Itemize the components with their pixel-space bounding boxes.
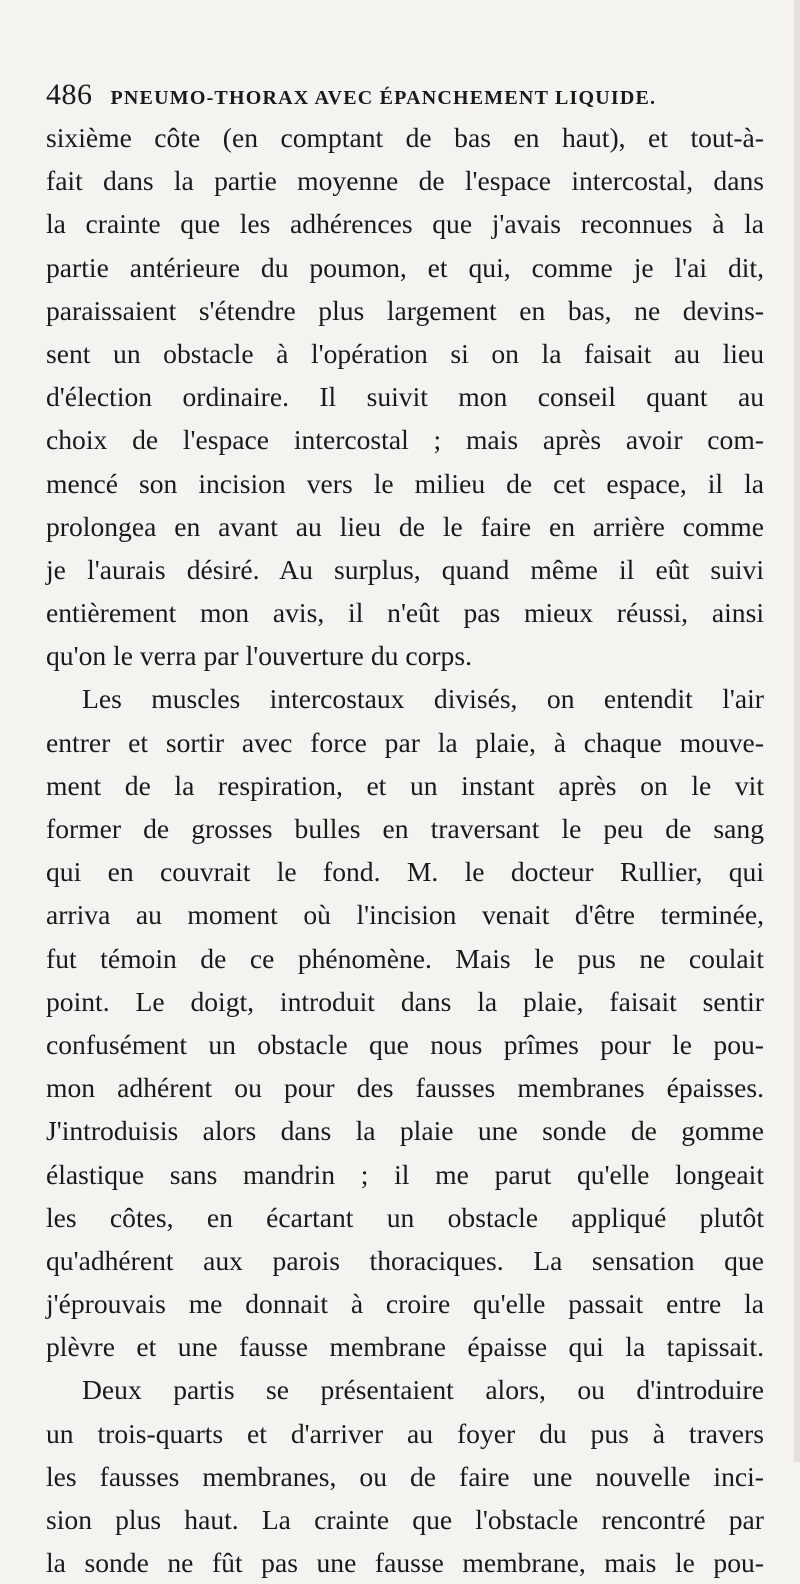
page-number: 486 xyxy=(46,78,93,111)
text-line: sion plus haut. La crainte que l'obstacle rencontré par xyxy=(46,1504,764,1535)
text-line: paraissaient s'étendre plus largement en bas, ne devins- xyxy=(46,294,764,326)
page-edge xyxy=(794,0,800,1462)
text-line: sent un obstacle à l'opération si on la faisait au lieu xyxy=(46,337,764,369)
text-line: plèvre et une fausse membrane épaisse qui la tapissait. xyxy=(46,1331,764,1363)
text-line: fait dans la partie moyenne de l'espace intercostal, dans xyxy=(46,165,764,197)
text-line: qu'on le verra par l'ouverture du corps. xyxy=(46,640,472,672)
text-line: d'élection ordinaire. Il suivit mon conseil quant au xyxy=(46,381,764,413)
text-line: point. Le doigt, introduit dans la plaie, faisait sentir xyxy=(46,985,764,1017)
text-line: choix de l'espace intercostal ; mais après avoir com- xyxy=(46,424,764,456)
text-line: former de grosses bulles en traversant le peu de sang xyxy=(46,813,764,844)
text-line: qui en couvrait le fond. M. le docteur Rullier, qui xyxy=(46,856,764,888)
text-line: arriva au moment où l'incision venait d'être terminée, xyxy=(46,899,764,931)
text-line: mon adhérent ou pour des fausses membranes épaisses. xyxy=(46,1072,764,1104)
text-line: entièrement mon avis, il n'eût pas mieux réussi, ainsi xyxy=(46,597,764,629)
text-line: la sonde ne fût pas une fausse membrane, mais le pou- xyxy=(46,1547,764,1579)
text-line: sixième côte (en comptant de bas en haut), et tout-à- xyxy=(46,122,764,153)
text-line: entrer et sortir avec force par la plaie, à chaque mouve- xyxy=(46,726,764,758)
body-text xyxy=(46,116,764,1584)
text-line: j'éprouvais me donnait à croire qu'elle passait entre la xyxy=(46,1288,764,1320)
text-line: Deux partis se présentaient alors, ou d'introduire xyxy=(82,1374,764,1406)
running-header xyxy=(46,78,756,118)
text-line: les fausses membranes, ou de faire une nouvelle inci- xyxy=(46,1460,764,1492)
running-head-title: PNEUMO-THORAX AVEC ÉPANCHEMENT LIQUIDE. xyxy=(110,87,657,109)
text-line: la crainte que les adhérences que j'avais reconnues à la xyxy=(46,208,764,240)
text-line: fut témoin de ce phénomène. Mais le pus ne coulait xyxy=(46,942,764,974)
text-line: ment de la respiration, et un instant après on le vit xyxy=(46,769,764,801)
text-line: mencé son incision vers le milieu de cet espace, il la xyxy=(46,467,764,499)
text-line: je l'aurais désiré. Au surplus, quand même il eût suivi xyxy=(46,553,764,585)
text-line: qu'adhérent aux parois thoraciques. La sensation que xyxy=(46,1244,764,1276)
text-line: Les muscles intercostaux divisés, on entendit l'air xyxy=(82,683,764,715)
text-line: J'introduisis alors dans la plaie une sonde de gomme xyxy=(46,1115,764,1147)
text-line: partie antérieure du poumon, et qui, comme je l'ai dit, xyxy=(46,251,764,283)
text-line: les côtes, en écartant un obstacle appliqué plutôt xyxy=(46,1201,764,1233)
text-line: un trois-quarts et d'arriver au foyer du pus à travers xyxy=(46,1417,764,1449)
text-line: confusément un obstacle que nous prîmes pour le pou- xyxy=(46,1028,764,1060)
text-line: élastique sans mandrin ; il me parut qu'elle longeait xyxy=(46,1158,764,1190)
text-line: prolongea en avant au lieu de le faire en arrière comme xyxy=(46,510,764,542)
